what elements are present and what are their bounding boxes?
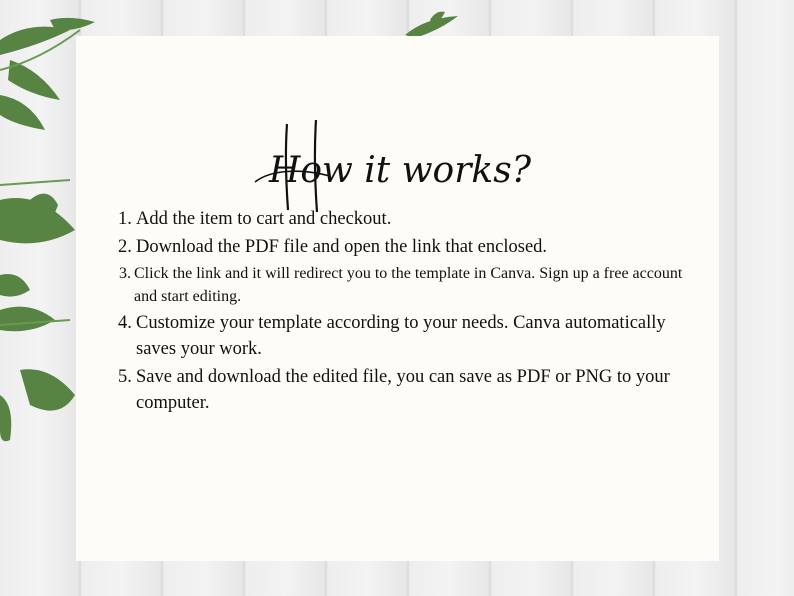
step-text: Add the item to cart and checkout. [136, 209, 392, 229]
step-item [118, 234, 698, 260]
step-number: 1. [118, 209, 132, 229]
step-item [118, 310, 698, 362]
step-text: Click the link and it will redirect you to the template in Canva. Sign up a free account and start editing. [134, 265, 683, 305]
step-item [118, 364, 698, 416]
step-text: Save and download the edited file, you can save as PDF or PNG to your computer. [136, 367, 670, 413]
steps-list [118, 206, 698, 418]
step-number: 2. [118, 237, 132, 257]
step-text: Customize your template according to your needs. Canva automatically saves your work. [136, 313, 666, 359]
step-number: 5. [118, 367, 132, 387]
title-text: How it works? [268, 150, 532, 191]
step-number: 4. [118, 313, 132, 333]
step-text: Download the PDF file and open the link that enclosed. [136, 237, 548, 257]
step-number: 3. [119, 265, 131, 282]
step-item [118, 262, 698, 308]
step-item [118, 206, 698, 232]
